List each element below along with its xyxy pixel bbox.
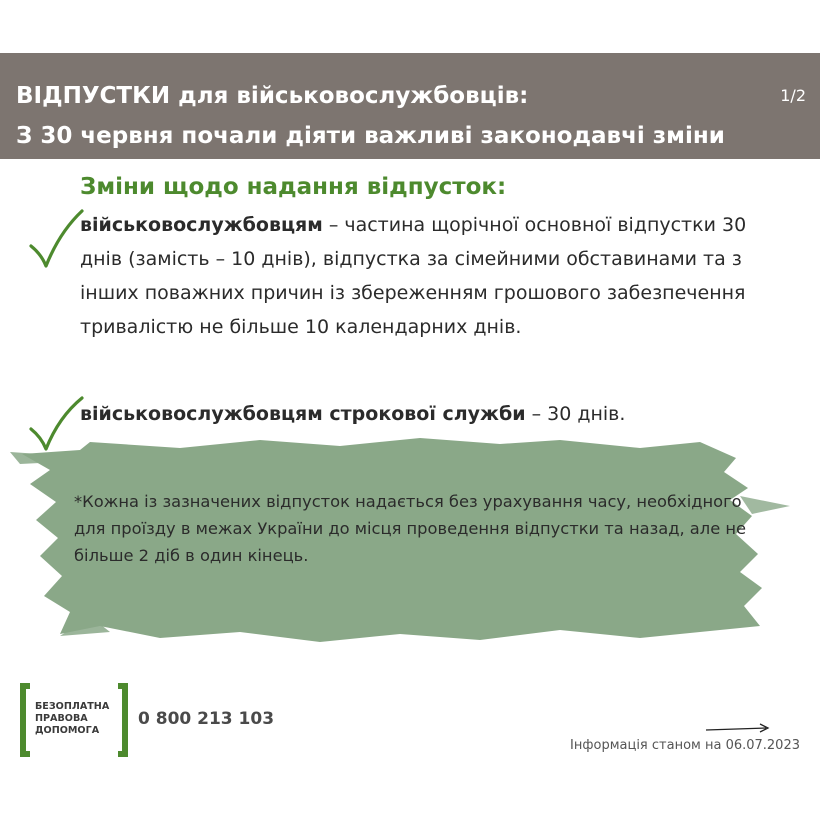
item-bold-text: військовослужбовцям строкової служби <box>80 403 526 425</box>
logo-line: ДОПОМОГА <box>35 725 100 736</box>
header-title-line2: З 30 червня почали діяти важливі законодавчі зміни <box>16 123 725 149</box>
logo-line: ПРАВОВА <box>35 713 88 724</box>
logo <box>20 683 128 757</box>
item-text: – частина щорічної основної відпустки 30 днів (замість – 10 днів), відпустка за сімейними обставинами та з інших поважних причин із збереженням грошового забезпечення тривалістю не більше 10 календарних днів. <box>80 214 747 338</box>
list-item <box>80 397 760 431</box>
phone-number[interactable]: 0 800 213 103 <box>138 709 275 729</box>
list-item <box>80 208 760 344</box>
info-date: Інформація станом на 06.07.2023 <box>570 738 800 753</box>
section-subtitle: Зміни щодо надання відпусток: <box>80 174 507 200</box>
logo-bracket-right <box>118 683 128 757</box>
checkmark-icon <box>28 208 84 270</box>
item-text: – 30 днів. <box>525 403 626 425</box>
logo-bracket-left <box>20 683 30 757</box>
item-bold-text: військовослужбовцям <box>80 214 323 236</box>
arrow-right-icon <box>704 722 772 734</box>
header-banner <box>0 53 820 159</box>
footnote: *Кожна із зазначених відпусток надається без урахування часу, необхідного для проїзду в межах України до місця проведення відпустки та назад, але не більше 2 діб в один кінець. <box>74 492 747 565</box>
header-title-line1: ВІДПУСТКИ для військовослужбовців: <box>16 83 529 109</box>
page-indicator: 1/2 <box>780 86 806 105</box>
logo-text <box>35 701 117 737</box>
logo-line: БЕЗОПЛАТНА <box>35 701 110 712</box>
